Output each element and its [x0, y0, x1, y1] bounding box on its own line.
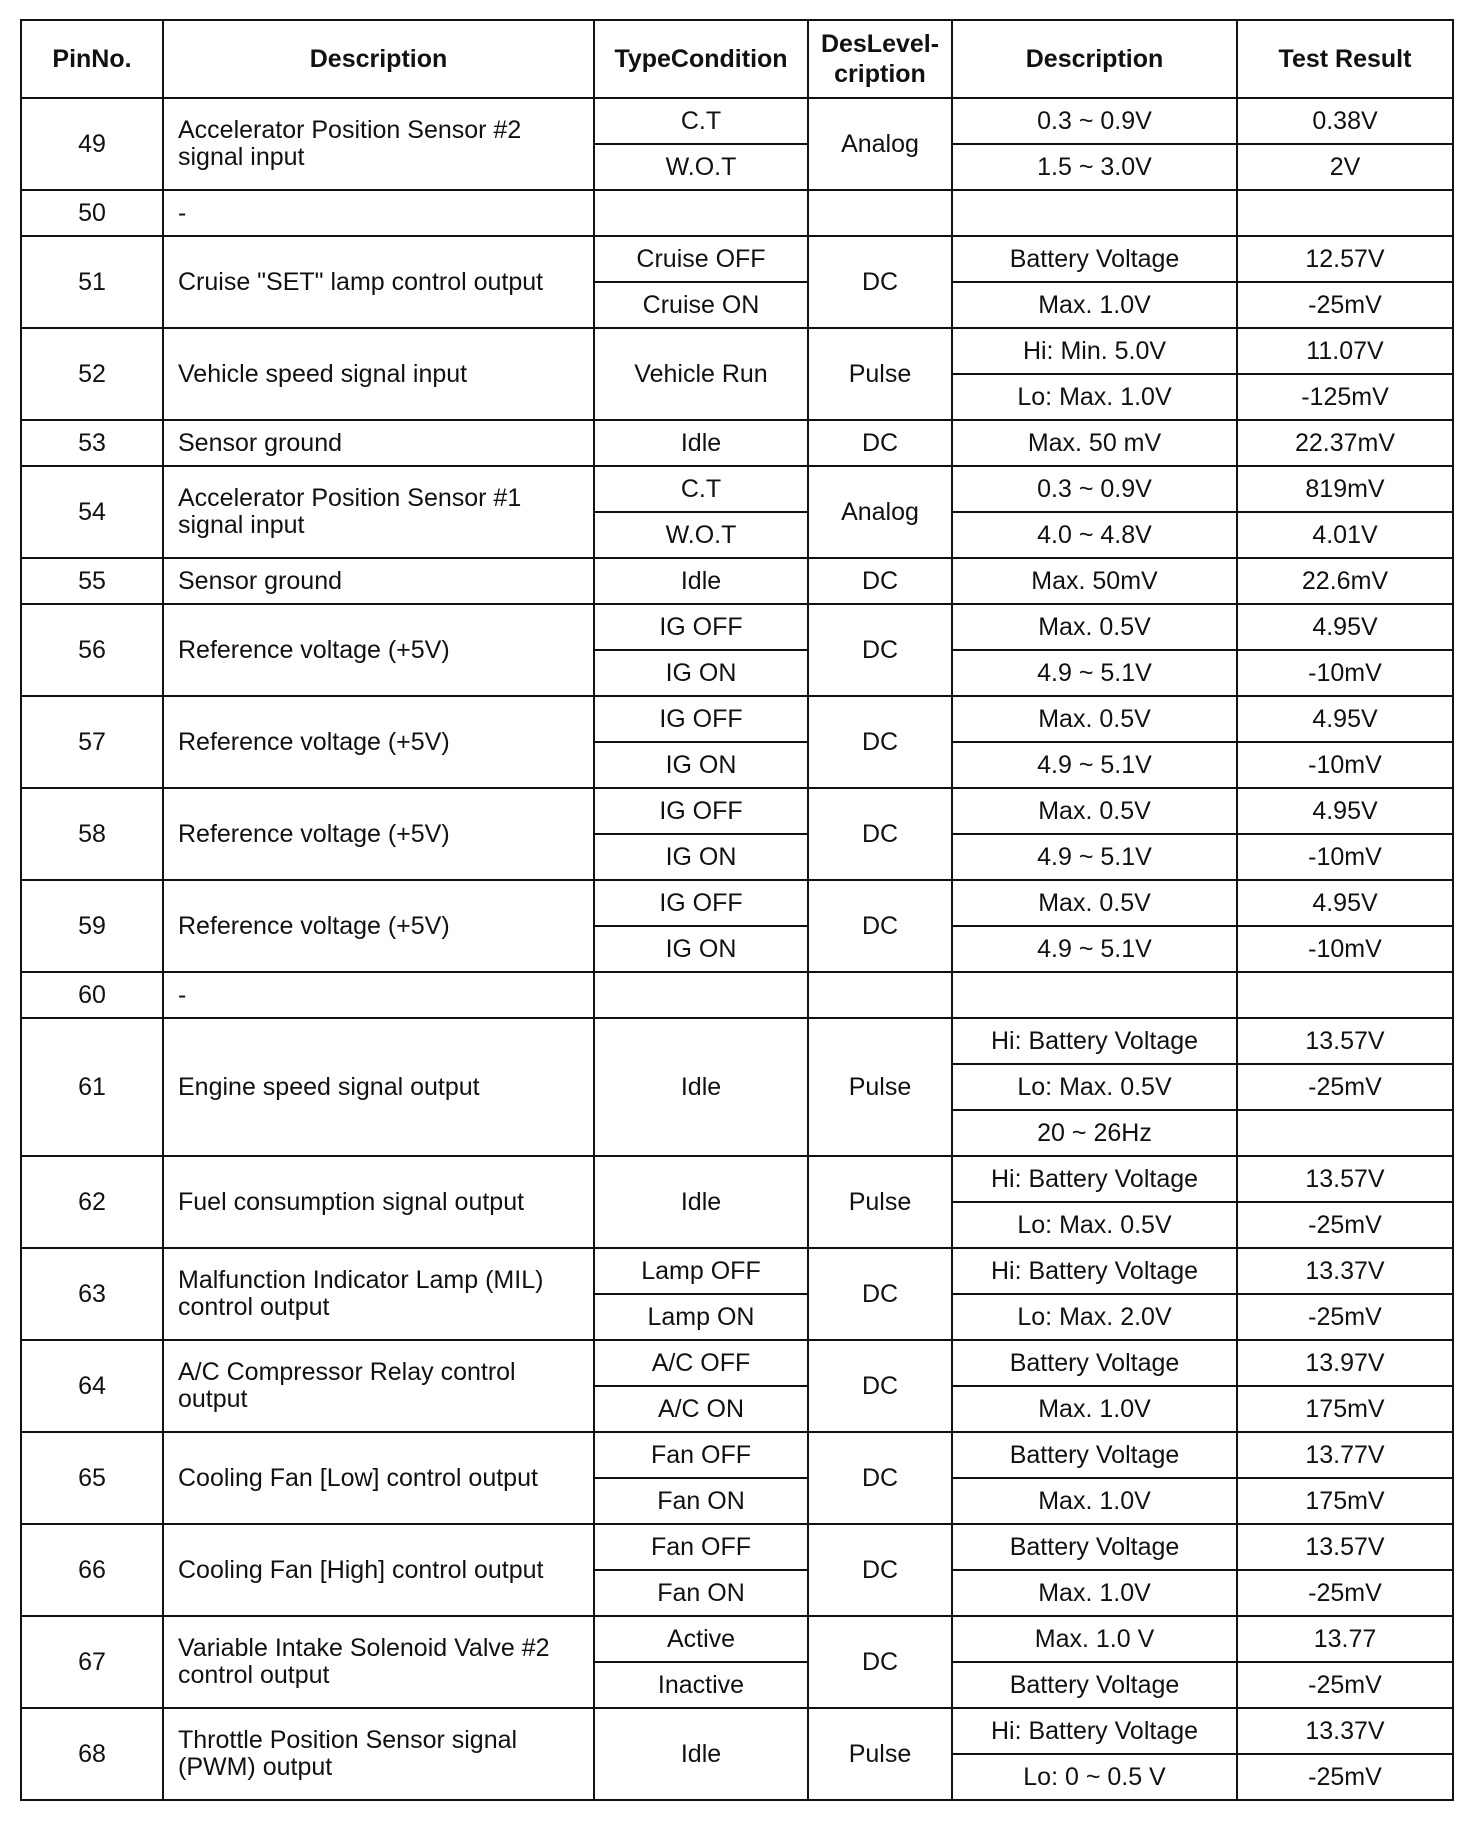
spec-description: Battery Voltage [952, 1432, 1237, 1478]
spec-description: 4.9 ~ 5.1V [952, 926, 1237, 972]
type-condition: C.T [594, 466, 808, 512]
spec-description: Lo: Max. 0.5V [952, 1064, 1237, 1110]
header-row [21, 20, 1453, 98]
test-result [1237, 972, 1453, 1018]
pin-description: Cooling Fan [Low] control output [163, 1432, 594, 1524]
test-result: -10mV [1237, 834, 1453, 880]
pin-number: 63 [21, 1248, 163, 1340]
type-condition: IG OFF [594, 696, 808, 742]
type-condition: Vehicle Run [594, 328, 808, 420]
pin-description: Throttle Position Sensor signal (PWM) output [163, 1708, 594, 1800]
pin-number: 57 [21, 696, 163, 788]
type-condition: Active [594, 1616, 808, 1662]
pin-number: 51 [21, 236, 163, 328]
spec-description: Max. 0.5V [952, 604, 1237, 650]
table-row [21, 880, 1453, 926]
spec-description: Max. 1.0V [952, 282, 1237, 328]
test-result: 12.57V [1237, 236, 1453, 282]
test-result: 11.07V [1237, 328, 1453, 374]
spec-description [952, 190, 1237, 236]
spec-description: Max. 50 mV [952, 420, 1237, 466]
signal-level: DC [808, 788, 952, 880]
type-condition: Lamp OFF [594, 1248, 808, 1294]
test-result: 13.37V [1237, 1248, 1453, 1294]
spec-description: Battery Voltage [952, 1340, 1237, 1386]
signal-level [808, 190, 952, 236]
spec-description: 4.0 ~ 4.8V [952, 512, 1237, 558]
test-result [1237, 1110, 1453, 1156]
spec-description: Max. 1.0V [952, 1478, 1237, 1524]
spec-description: Lo: Max. 2.0V [952, 1294, 1237, 1340]
type-condition: W.O.T [594, 144, 808, 190]
type-condition: IG OFF [594, 880, 808, 926]
spec-description: Max. 0.5V [952, 696, 1237, 742]
table-row [21, 1248, 1453, 1294]
table-row [21, 558, 1453, 604]
table-row [21, 420, 1453, 466]
pin-number: 49 [21, 98, 163, 190]
type-condition: IG ON [594, 834, 808, 880]
test-result: -25mV [1237, 1064, 1453, 1110]
pin-number: 53 [21, 420, 163, 466]
pin-number: 50 [21, 190, 163, 236]
pin-description: Cooling Fan [High] control output [163, 1524, 594, 1616]
test-result: 175mV [1237, 1478, 1453, 1524]
signal-level: DC [808, 236, 952, 328]
pin-description: Reference voltage (+5V) [163, 788, 594, 880]
pin-description: Accelerator Position Sensor #2 signal input [163, 98, 594, 190]
table-row [21, 972, 1453, 1018]
type-condition: Idle [594, 1708, 808, 1800]
spec-description: 4.9 ~ 5.1V [952, 834, 1237, 880]
type-condition: Cruise OFF [594, 236, 808, 282]
signal-level: DC [808, 604, 952, 696]
test-result: -25mV [1237, 1754, 1453, 1800]
type-condition: C.T [594, 98, 808, 144]
pin-description: A/C Compressor Relay control output [163, 1340, 594, 1432]
pin-description: - [163, 190, 594, 236]
spec-description: Hi: Battery Voltage [952, 1018, 1237, 1064]
pin-spec-table [20, 19, 1454, 1801]
pin-description: Sensor ground [163, 558, 594, 604]
test-result: 13.57V [1237, 1018, 1453, 1064]
pin-description: Reference voltage (+5V) [163, 696, 594, 788]
test-result: -125mV [1237, 374, 1453, 420]
pin-description: Accelerator Position Sensor #1 signal input [163, 466, 594, 558]
header-pin-no: PinNo. [21, 20, 163, 98]
signal-level: Analog [808, 466, 952, 558]
spec-description: Battery Voltage [952, 1524, 1237, 1570]
type-condition: Lamp ON [594, 1294, 808, 1340]
pin-description: Engine speed signal output [163, 1018, 594, 1156]
header-level: DesLevel-cription [808, 20, 952, 98]
pin-description: Reference voltage (+5V) [163, 880, 594, 972]
spec-description: Max. 1.0 V [952, 1616, 1237, 1662]
test-result [1237, 190, 1453, 236]
signal-level: DC [808, 1432, 952, 1524]
signal-level: Pulse [808, 1708, 952, 1800]
spec-description: Hi: Min. 5.0V [952, 328, 1237, 374]
pin-number: 52 [21, 328, 163, 420]
table-row [21, 604, 1453, 650]
spec-description: Lo: Max. 1.0V [952, 374, 1237, 420]
pin-number: 56 [21, 604, 163, 696]
type-condition: IG OFF [594, 788, 808, 834]
type-condition: Inactive [594, 1662, 808, 1708]
spec-description [952, 972, 1237, 1018]
table-row [21, 466, 1453, 512]
signal-level: DC [808, 1616, 952, 1708]
test-result: -10mV [1237, 650, 1453, 696]
pin-description: Cruise "SET" lamp control output [163, 236, 594, 328]
pin-number: 67 [21, 1616, 163, 1708]
signal-level: DC [808, 880, 952, 972]
pin-description: - [163, 972, 594, 1018]
type-condition: Idle [594, 1156, 808, 1248]
spec-description: Lo: Max. 0.5V [952, 1202, 1237, 1248]
test-result: -10mV [1237, 926, 1453, 972]
type-condition: Idle [594, 558, 808, 604]
table-row [21, 1340, 1453, 1386]
type-condition: Idle [594, 1018, 808, 1156]
test-result: -25mV [1237, 282, 1453, 328]
pin-description: Fuel consumption signal output [163, 1156, 594, 1248]
pin-description: Reference voltage (+5V) [163, 604, 594, 696]
spec-description: Hi: Battery Voltage [952, 1708, 1237, 1754]
test-result: 13.57V [1237, 1156, 1453, 1202]
type-condition: Fan ON [594, 1478, 808, 1524]
spec-description: Hi: Battery Voltage [952, 1248, 1237, 1294]
pin-number: 68 [21, 1708, 163, 1800]
table-row [21, 1156, 1453, 1202]
type-condition: IG ON [594, 926, 808, 972]
type-condition: Cruise ON [594, 282, 808, 328]
header-description: Description [163, 20, 594, 98]
spec-description: Max. 0.5V [952, 880, 1237, 926]
type-condition [594, 190, 808, 236]
pin-number: 62 [21, 1156, 163, 1248]
test-result: 4.95V [1237, 696, 1453, 742]
test-result: -25mV [1237, 1570, 1453, 1616]
pin-number: 60 [21, 972, 163, 1018]
type-condition: A/C OFF [594, 1340, 808, 1386]
pin-description: Malfunction Indicator Lamp (MIL) control output [163, 1248, 594, 1340]
test-result: 4.01V [1237, 512, 1453, 558]
test-result: 13.57V [1237, 1524, 1453, 1570]
table-row [21, 98, 1453, 144]
test-result: 22.37mV [1237, 420, 1453, 466]
pin-number: 55 [21, 558, 163, 604]
type-condition: Fan OFF [594, 1432, 808, 1478]
spec-description: Hi: Battery Voltage [952, 1156, 1237, 1202]
pin-number: 64 [21, 1340, 163, 1432]
pin-description: Vehicle speed signal input [163, 328, 594, 420]
table-row [21, 328, 1453, 374]
spec-description: 0.3 ~ 0.9V [952, 98, 1237, 144]
type-condition: Fan ON [594, 1570, 808, 1616]
spec-description: Lo: 0 ~ 0.5 V [952, 1754, 1237, 1800]
signal-level: Pulse [808, 328, 952, 420]
table-row [21, 1524, 1453, 1570]
pin-description: Variable Intake Solenoid Valve #2 control output [163, 1616, 594, 1708]
spec-description: 0.3 ~ 0.9V [952, 466, 1237, 512]
type-condition: IG ON [594, 650, 808, 696]
test-result: 4.95V [1237, 604, 1453, 650]
pin-number: 66 [21, 1524, 163, 1616]
table-row [21, 1616, 1453, 1662]
spec-description: Battery Voltage [952, 236, 1237, 282]
type-condition [594, 972, 808, 1018]
type-condition: Idle [594, 420, 808, 466]
signal-level: DC [808, 696, 952, 788]
header-spec-description: Description [952, 20, 1237, 98]
table-row [21, 190, 1453, 236]
spec-description: 4.9 ~ 5.1V [952, 650, 1237, 696]
table-row [21, 1708, 1453, 1754]
pin-description: Sensor ground [163, 420, 594, 466]
test-result: 13.37V [1237, 1708, 1453, 1754]
pin-number: 58 [21, 788, 163, 880]
table-row [21, 1018, 1453, 1064]
signal-level: DC [808, 1248, 952, 1340]
signal-level: DC [808, 1524, 952, 1616]
pin-number: 65 [21, 1432, 163, 1524]
test-result: -10mV [1237, 742, 1453, 788]
spec-description: Max. 1.0V [952, 1386, 1237, 1432]
header-type-condition: TypeCondition [594, 20, 808, 98]
spec-description: 1.5 ~ 3.0V [952, 144, 1237, 190]
signal-level: Pulse [808, 1018, 952, 1156]
spec-description: Max. 50mV [952, 558, 1237, 604]
type-condition: IG OFF [594, 604, 808, 650]
table-body [21, 98, 1453, 1800]
spec-description: 20 ~ 26Hz [952, 1110, 1237, 1156]
spec-description: Max. 1.0V [952, 1570, 1237, 1616]
type-condition: A/C ON [594, 1386, 808, 1432]
test-result: 22.6mV [1237, 558, 1453, 604]
test-result: 13.77 [1237, 1616, 1453, 1662]
header-test-result: Test Result [1237, 20, 1453, 98]
signal-level: Pulse [808, 1156, 952, 1248]
type-condition: Fan OFF [594, 1524, 808, 1570]
pin-number: 59 [21, 880, 163, 972]
table-row [21, 696, 1453, 742]
test-result: -25mV [1237, 1662, 1453, 1708]
signal-level [808, 972, 952, 1018]
table-row [21, 1432, 1453, 1478]
pin-number: 61 [21, 1018, 163, 1156]
type-condition: IG ON [594, 742, 808, 788]
test-result: 0.38V [1237, 98, 1453, 144]
spec-description: 4.9 ~ 5.1V [952, 742, 1237, 788]
table-row [21, 236, 1453, 282]
test-result: -25mV [1237, 1202, 1453, 1248]
test-result: 4.95V [1237, 788, 1453, 834]
signal-level: DC [808, 1340, 952, 1432]
pin-number: 54 [21, 466, 163, 558]
type-condition: W.O.T [594, 512, 808, 558]
test-result: 4.95V [1237, 880, 1453, 926]
table-row [21, 788, 1453, 834]
test-result: 13.97V [1237, 1340, 1453, 1386]
test-result: 175mV [1237, 1386, 1453, 1432]
signal-level: DC [808, 558, 952, 604]
signal-level: Analog [808, 98, 952, 190]
test-result: -25mV [1237, 1294, 1453, 1340]
test-result: 13.77V [1237, 1432, 1453, 1478]
spec-description: Battery Voltage [952, 1662, 1237, 1708]
test-result: 2V [1237, 144, 1453, 190]
spec-description: Max. 0.5V [952, 788, 1237, 834]
signal-level: DC [808, 420, 952, 466]
test-result: 819mV [1237, 466, 1453, 512]
